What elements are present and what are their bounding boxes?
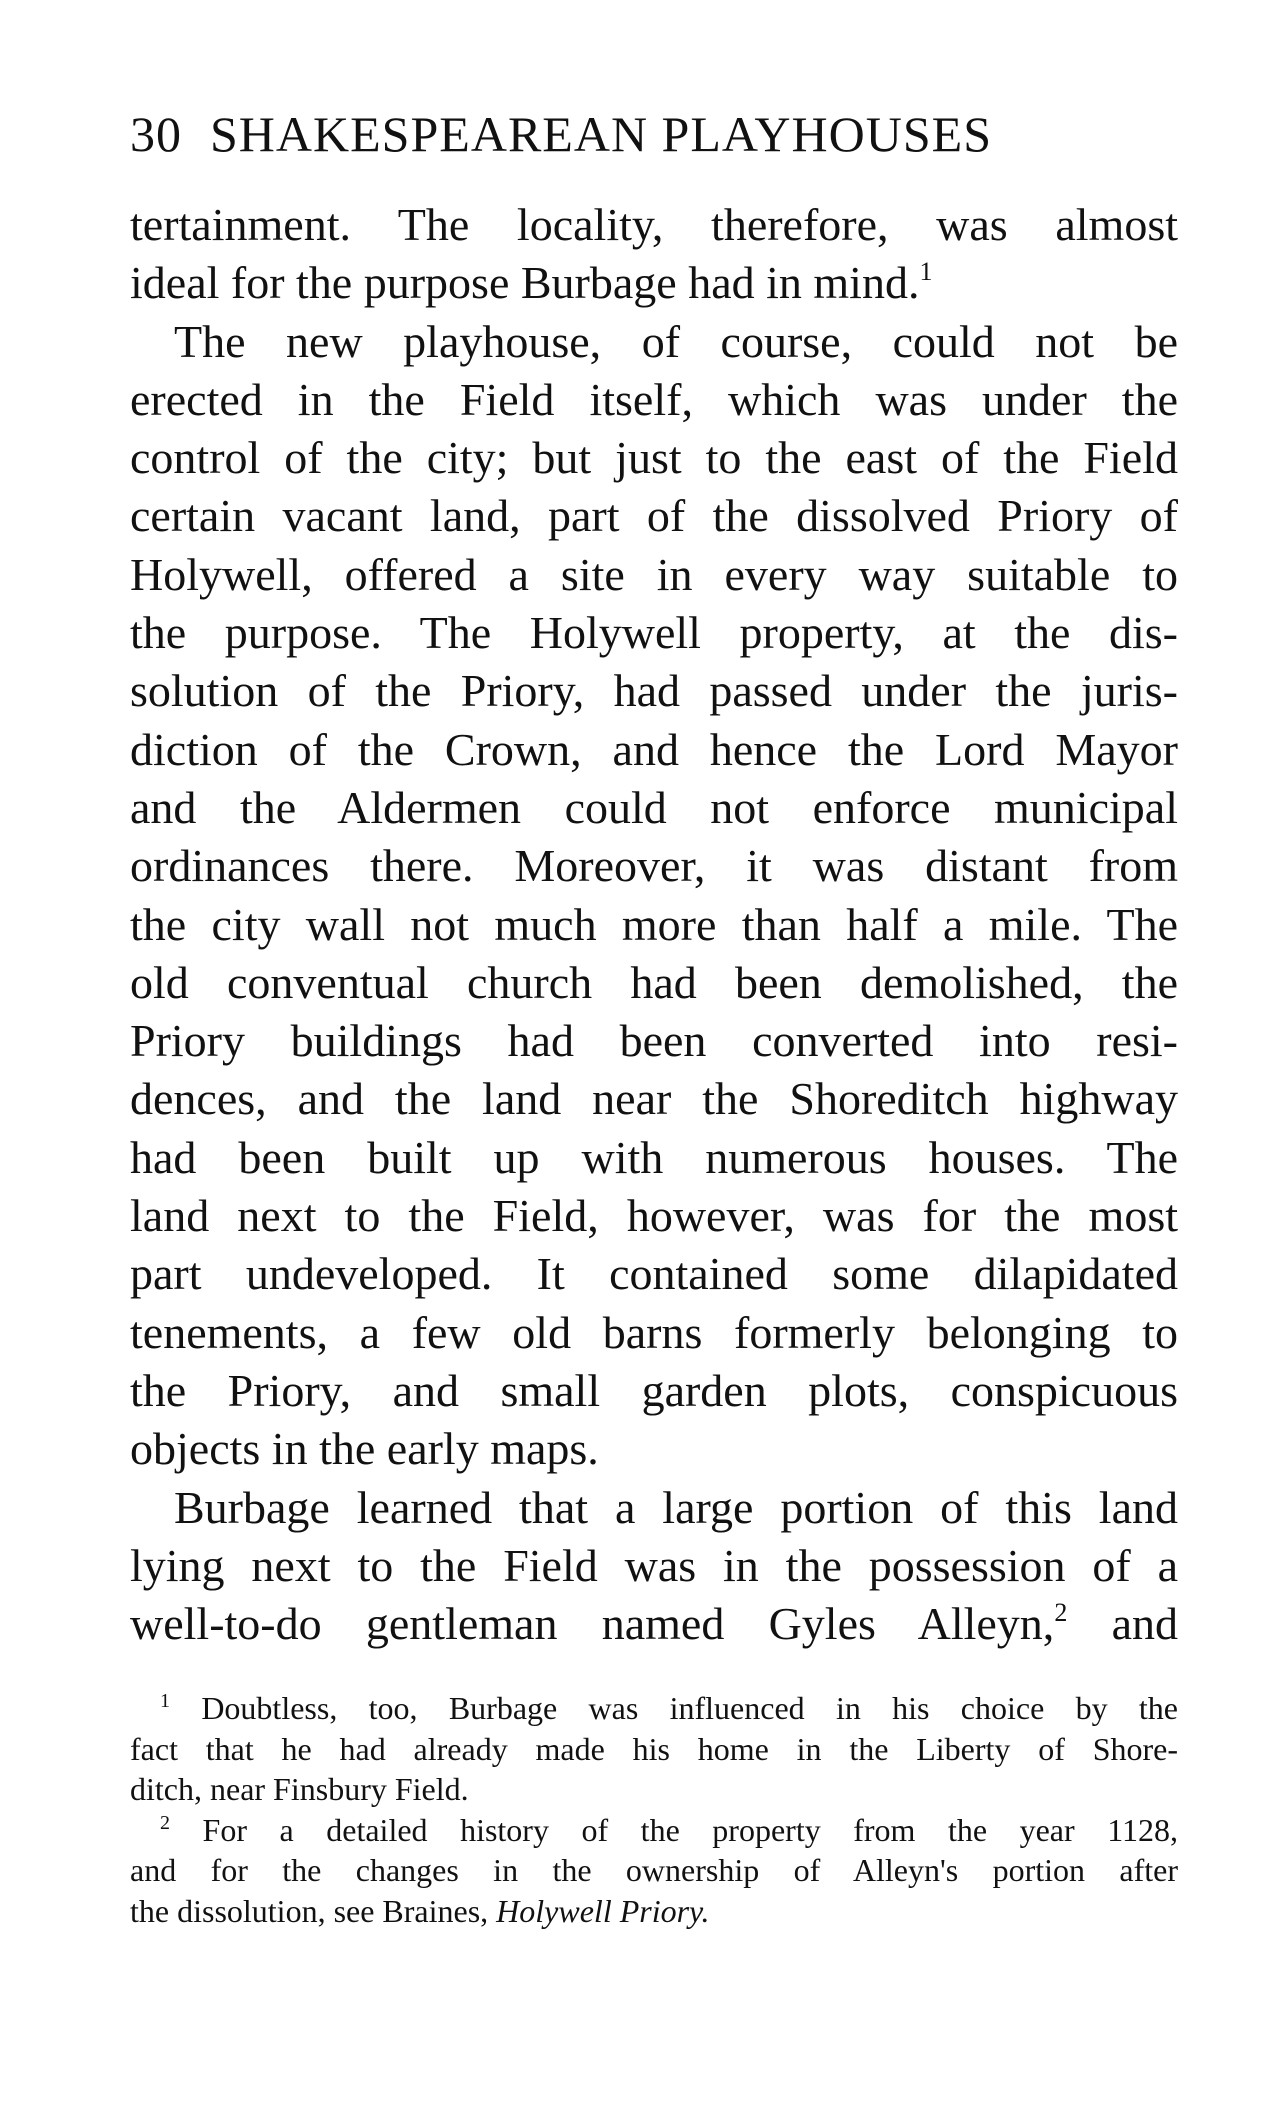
page-number: 30 (130, 106, 182, 162)
text-line: lying next to the Field was in the possession of a (130, 1539, 1178, 1591)
text-line: tenements, a few old barns formerly belonging to (130, 1306, 1178, 1358)
text-line: erected in the Field itself, which was under the (130, 373, 1178, 425)
running-head (130, 104, 1180, 164)
footnote-line: ditch, near Finsbury Field. (130, 1771, 469, 1808)
text-line: ordinances there. Moreover, it was distant from (130, 840, 1178, 892)
text-line: well-to-do gentleman named Gyles Alleyn,$^2$ and (130, 1598, 1178, 1650)
body-text (130, 196, 1178, 1653)
text-line: ideal for the purpose Burbage had in mind.$^1$ (130, 257, 933, 309)
cited-title: Holywell Priory. (496, 1892, 710, 1929)
footnote-line: fact that he had already made his home in the Liberty of Shore- (130, 1730, 1178, 1767)
footnote-marker: 1 (160, 1690, 170, 1712)
text-line: part undeveloped. It contained some dilapidated (130, 1248, 1178, 1300)
text-line: diction of the Crown, and hence the Lord Mayor (130, 723, 1178, 775)
footnote-line: and for the changes in the ownership of Alleyn's portion after (130, 1852, 1178, 1889)
text-line: certain vacant land, part of the dissolved Priory of (130, 490, 1178, 542)
footnote-2: $^2$ For a detailed history of the property from the year 1128, (160, 1811, 1178, 1848)
footnotes (130, 1688, 1178, 1932)
footnote-marker: 2 (160, 1811, 170, 1834)
text-line: Holywell, offered a site in every way suitable to (130, 548, 1178, 600)
text-line: the Priory, and small garden plots, conspicuous (130, 1364, 1178, 1416)
text-line: The new playhouse, of course, could not be (174, 315, 1178, 367)
text-line: had been built up with numerous houses. The (130, 1131, 1178, 1183)
text-line: Burbage learned that a large portion of this land (174, 1481, 1178, 1533)
footnote-1: $^1$ Doubtless, too, Burbage was influenced in his choice by the (160, 1690, 1178, 1726)
text-line: Priory buildings had been converted into resi- (130, 1015, 1178, 1067)
text-line: objects in the early maps. (130, 1423, 599, 1475)
footnote-ref-1: 1 (919, 257, 933, 287)
footnote-ref-2: 2 (1054, 1598, 1068, 1628)
text-line: old conventual church had been demolished, the (130, 956, 1178, 1008)
text-line: the purpose. The Holywell property, at the dis- (130, 607, 1178, 659)
running-title: SHAKESPEAREAN PLAYHOUSES (210, 106, 993, 162)
text-line: tertainment. The locality, therefore, was almost (130, 199, 1178, 250)
text-line: and the Aldermen could not enforce municipal (130, 781, 1178, 833)
text-line: dences, and the land near the Shoreditch highway (130, 1073, 1178, 1125)
text-line: control of the city; but just to the east of the Field (130, 432, 1178, 484)
footnote-line: the dissolution, see Braines, Holywell Priory. (130, 1892, 710, 1929)
text-line: land next to the Field, however, was for the most (130, 1190, 1178, 1242)
text-line: solution of the Priory, had passed under the juris- (130, 665, 1178, 717)
text-line: the city wall not much more than half a mile. The (130, 898, 1178, 950)
